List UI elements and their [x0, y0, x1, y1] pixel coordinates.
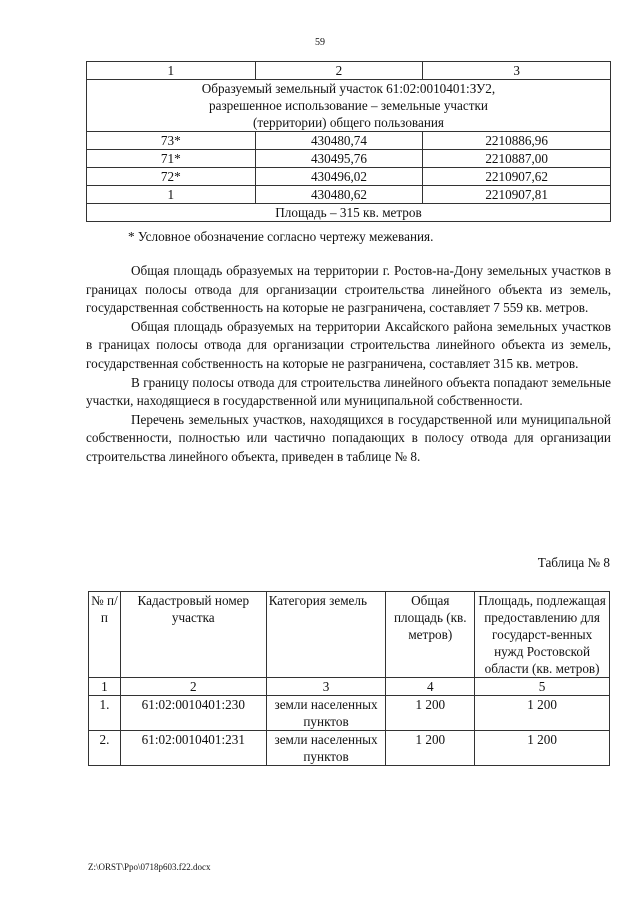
header-cell: Площадь, подлежащая предоставлению для государст-венных нужд Ростовской области (кв. метров) — [475, 592, 610, 678]
table-row — [89, 678, 610, 696]
table-cell: 1 — [87, 62, 256, 80]
table-cell: 2210907,81 — [423, 186, 611, 204]
table-cell: 2210907,62 — [423, 168, 611, 186]
table-cell: 1 200 — [475, 696, 610, 731]
paragraph: В границу полосы отвода для строительства линейного объекта попадают земельные участки, находящиеся в государственной или муниципальной собственности. — [86, 374, 611, 409]
table-cell: 430480,74 — [255, 132, 423, 150]
table-row — [87, 204, 611, 222]
table-cell: 2210886,96 — [423, 132, 611, 150]
header-cell: Кадастровый номер участка — [120, 592, 266, 678]
table-cell: 1 200 — [386, 696, 475, 731]
table-cell: 3 — [266, 678, 386, 696]
plot-title-line: разрешенное использование – земельные участки — [209, 98, 488, 113]
table-cell: 4 — [386, 678, 475, 696]
footnote: * Условное обозначение согласно чертежу межевания. — [128, 229, 434, 244]
plot-title-cell — [87, 80, 611, 132]
table-cell: 2210887,00 — [423, 150, 611, 168]
table-cell: 1. — [89, 696, 121, 731]
table-row — [87, 80, 611, 132]
page-number: 59 — [315, 37, 325, 48]
table-cell: 1 200 — [386, 731, 475, 766]
plot-title-line: Образуемый земельный участок 61:02:0010401:ЗУ2, — [201, 81, 496, 96]
table-cell: 2. — [89, 731, 121, 766]
table-cell: земли населенных пунктов — [266, 731, 386, 766]
table-row — [89, 731, 610, 766]
table-cell: 5 — [475, 678, 610, 696]
table-row — [87, 132, 611, 150]
table-cell: 430480,62 — [255, 186, 423, 204]
table-row — [89, 696, 610, 731]
area-cell: Площадь – 315 кв. метров — [87, 204, 611, 222]
table-cell: 1 — [89, 678, 121, 696]
table-cell: 72* — [87, 168, 256, 186]
table-cell: 3 — [423, 62, 611, 80]
paragraph: Общая площадь образуемых на территории г. Ростов-на-Дону земельных участков в границах полосы отвода для организации строительства линейного объекта из земель, государственная собственность на которые не разграничена, составляет 7 559 кв. метров. — [86, 263, 611, 316]
table-row — [87, 168, 611, 186]
table-cell: земли населенных пунктов — [266, 696, 386, 731]
table-cell: 2 — [120, 678, 266, 696]
table-row — [87, 62, 611, 80]
body-text — [86, 262, 611, 467]
header-cell: Категория земель — [266, 592, 386, 678]
header-cell: № п/п — [89, 592, 121, 678]
table-cell: 61:02:0010401:231 — [120, 731, 266, 766]
table-cell: 1 200 — [475, 731, 610, 766]
header-row — [89, 592, 610, 678]
table-cell: 2 — [255, 62, 423, 80]
table-row — [87, 186, 611, 204]
paragraph: Общая площадь образуемых на территории Аксайского района земельных участков в границах полосы отвода для организации строительства линейного объекта из земель, государственная собственность на которые не разграничена, составляет 315 кв. метров. — [86, 318, 611, 371]
plot-title-line: (территории) общего пользования — [253, 115, 444, 130]
footer-file-path: Z:\ORST\Ppo\0718p603.f22.docx — [88, 862, 211, 872]
header-cell: Общая площадь (кв. метров) — [386, 592, 475, 678]
table-cell: 430495,76 — [255, 150, 423, 168]
table-cell: 430496,02 — [255, 168, 423, 186]
paragraph: Перечень земельных участков, находящихся в государственной или муниципальной собственности, полностью или частично попадающих в полосу отвода для организации строительства линейного объекта, приведен в таблице № 8. — [86, 411, 611, 464]
coordinates-table — [86, 61, 611, 222]
table-row — [87, 150, 611, 168]
table-cell: 61:02:0010401:230 — [120, 696, 266, 731]
land-plots-table — [88, 591, 610, 766]
table-caption: Таблица № 8 — [537, 555, 610, 570]
table-cell: 1 — [87, 186, 256, 204]
table-cell: 71* — [87, 150, 256, 168]
table-cell: 73* — [87, 132, 256, 150]
